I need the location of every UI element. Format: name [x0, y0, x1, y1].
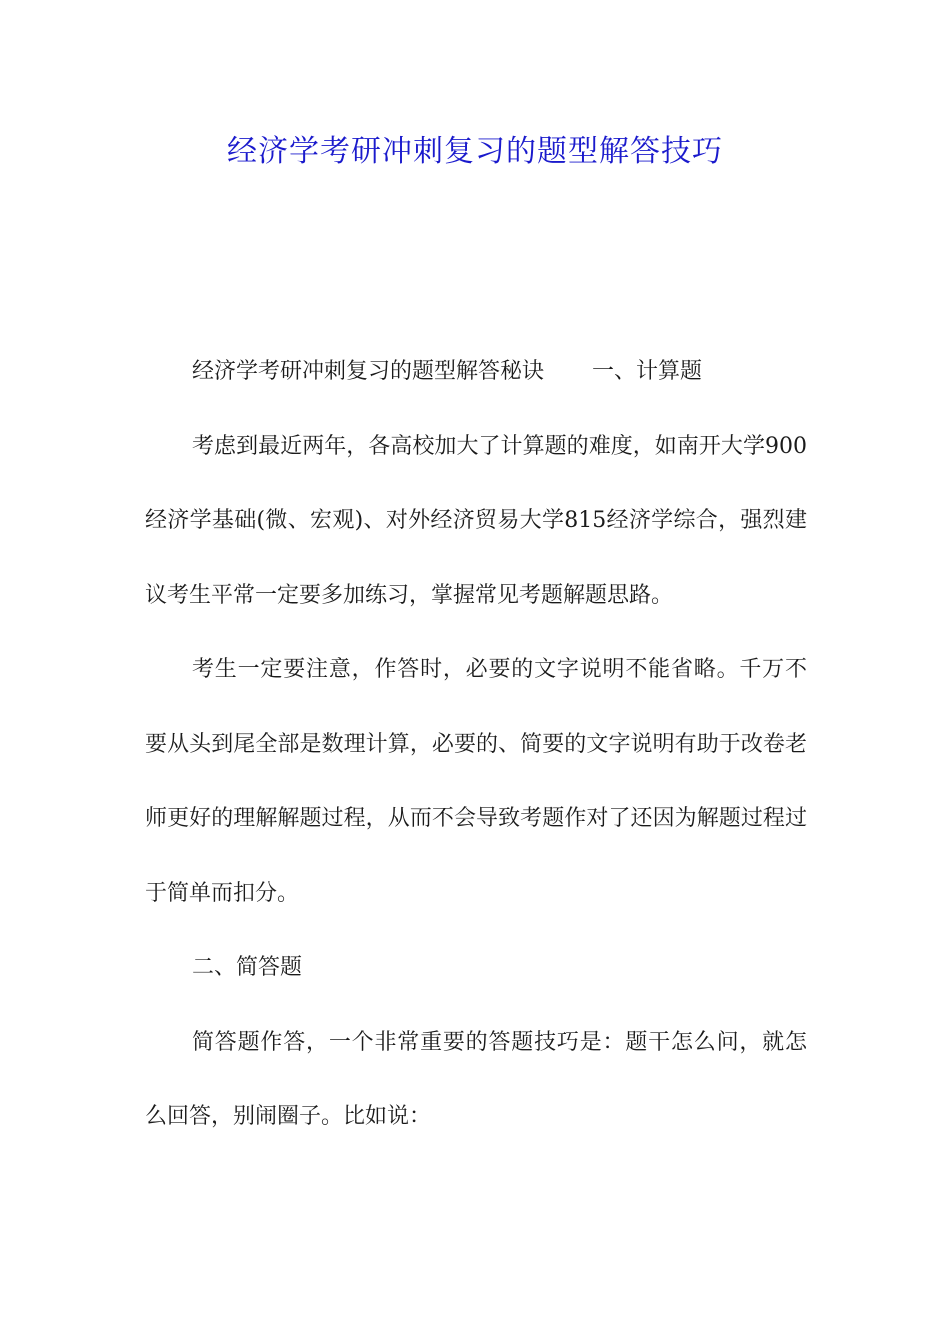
section-1-heading: 一、计算题: [592, 359, 703, 384]
paragraph-2: 考生一定要注意，作答时，必要的文字说明不能省略。千万不要从头到尾全部是数理计算，必要的、简要的文字说明有助于改卷老师更好的理解解题过程，从而不会导致考题作对了还因为解题过程过于简单而扣分。: [145, 657, 807, 906]
paragraph-3: 简答题作答，一个非常重要的答题技巧是：题干怎么问，就怎么回答，别闹圈子。比如说：: [145, 1029, 807, 1129]
intro-text: 经济学考研冲刺复习的题型解答秘诀: [192, 359, 545, 384]
document-title: 经济学考研冲刺复习的题型解答技巧: [227, 134, 723, 169]
document-body: [145, 335, 807, 1155]
intro-line: [145, 335, 807, 410]
section-2-heading: 二、简答题: [192, 955, 303, 980]
paragraph-1: 考虑到最近两年，各高校加大了计算题的难度，如南开大学900经济学基础(微、宏观)、对外经济贸易大学815经济学综合，强烈建议考生平常一定要多加练习，掌握常见考题解题思路。: [145, 433, 807, 608]
